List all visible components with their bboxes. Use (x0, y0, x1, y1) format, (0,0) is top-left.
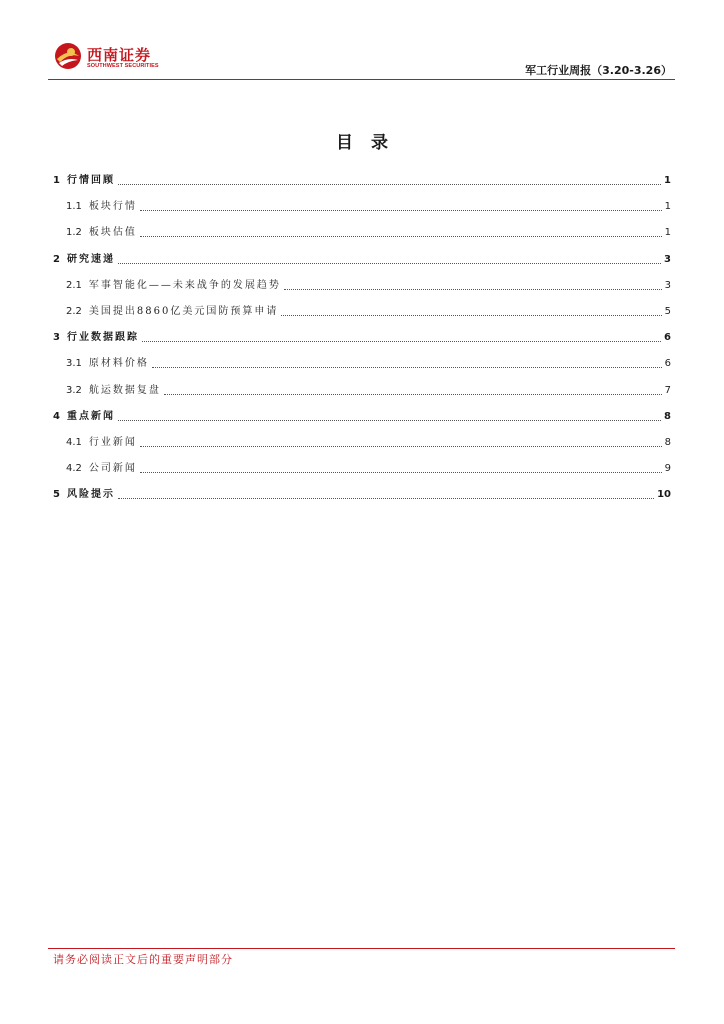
toc-entry[interactable] (53, 353, 671, 371)
toc-entry-page: 7 (664, 384, 671, 396)
toc-entry[interactable] (53, 406, 671, 424)
toc-entry-number: 2 (53, 253, 60, 265)
toc-entry-page: 8 (664, 437, 671, 448)
toc-entry-number: 1 (53, 175, 60, 186)
toc-entry-number: 3 (53, 332, 60, 344)
toc-entry-page: 3 (664, 279, 671, 291)
toc-dot-leader (140, 445, 662, 447)
toc-heading: 目录 (336, 133, 406, 153)
toc-entry-page: 5 (664, 306, 671, 317)
toc-dot-leader (140, 235, 662, 237)
toc-entry-page: 1 (664, 201, 671, 213)
toc-entry-number: 1.2 (66, 227, 82, 239)
toc-entry[interactable] (53, 196, 671, 214)
toc-entry-title: 风险提示 (66, 489, 115, 501)
toc-entry-number: 1.1 (66, 201, 82, 213)
toc-entry[interactable] (53, 458, 671, 476)
toc-entry-title: 航运数据复盘 (88, 384, 161, 396)
toc-entry-number: 3.2 (66, 384, 82, 396)
toc-dot-leader (140, 471, 662, 473)
toc-dot-leader (118, 497, 654, 499)
toc-dot-leader (142, 340, 661, 342)
toc-entry[interactable] (53, 432, 671, 450)
toc-dot-leader (118, 262, 661, 264)
toc-dot-leader (140, 209, 662, 211)
toc-entry-number: 3.1 (66, 358, 82, 370)
toc-entry-page: 6 (664, 358, 671, 370)
toc-dot-leader (281, 314, 661, 316)
toc-entry-title: 重点新闻 (66, 410, 115, 422)
toc-entry-title: 原材料价格 (88, 358, 149, 370)
toc-entry-number: 4 (53, 410, 60, 422)
toc-entry-page: 1 (664, 175, 671, 186)
toc-dot-leader (284, 288, 662, 290)
toc-entry-title: 公司新闻 (88, 463, 137, 475)
footer-notice: 请务必阅读正文后的重要声明部分 (53, 953, 233, 966)
toc-entry-title: 行情回顾 (66, 175, 115, 186)
toc-entry-title: 行业数据跟踪 (66, 332, 139, 344)
toc-entry-page: 8 (664, 410, 671, 422)
toc-entry-page: 9 (664, 463, 671, 475)
logo-chinese-name: 西南证券 (87, 46, 152, 64)
toc-entry-number: 5 (53, 489, 60, 501)
toc-entry-page: 1 (664, 227, 671, 239)
toc-entry[interactable] (53, 484, 671, 502)
header-divider (48, 79, 675, 80)
toc-dot-leader (164, 393, 662, 395)
toc-entry[interactable] (53, 327, 671, 345)
toc-entry-title: 美国提出8860亿美元国防预算申请 (88, 306, 279, 317)
company-logo (54, 42, 184, 76)
toc-entry-title: 板块行情 (88, 201, 137, 213)
toc-entry-title: 研究速递 (66, 253, 115, 265)
toc-dot-leader (118, 183, 661, 185)
logo-emblem-icon (54, 42, 82, 70)
toc-entry[interactable] (53, 170, 671, 188)
toc-entry-number: 2.2 (66, 306, 82, 317)
toc-entry-number: 2.1 (66, 279, 82, 291)
toc-entry[interactable] (53, 275, 671, 293)
toc-entry[interactable] (53, 380, 671, 398)
logo-english-name: SOUTHWEST SECURITIES (87, 63, 159, 69)
toc-entry-number: 4.1 (66, 437, 82, 448)
toc-entry[interactable] (53, 222, 671, 240)
toc-entry[interactable] (53, 301, 671, 319)
toc-entry-title: 板块估值 (88, 227, 137, 239)
page-header (0, 0, 724, 82)
toc-entry-page: 3 (664, 253, 671, 265)
toc-entry-title: 军事智能化——未来战争的发展趋势 (88, 279, 281, 291)
toc-dot-leader (152, 366, 662, 368)
toc-entry[interactable] (53, 249, 671, 267)
toc-entry-number: 4.2 (66, 463, 82, 475)
toc-entry-title: 行业新闻 (88, 437, 137, 448)
toc-entry-page: 10 (657, 489, 671, 501)
footer-divider (48, 948, 675, 949)
toc-entry-page: 6 (664, 332, 671, 344)
report-title: 军工行业周报（3.20-3.26） (525, 64, 672, 77)
toc-dot-leader (118, 419, 661, 421)
